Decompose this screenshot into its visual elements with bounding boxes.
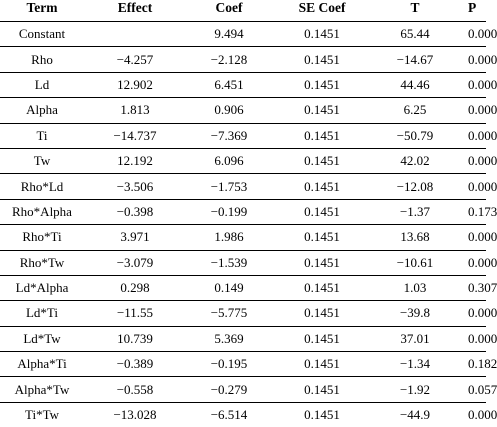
table-row xyxy=(0,148,486,173)
term-cell: Rho*Ld xyxy=(0,174,88,199)
coef-cell: −0.279 xyxy=(182,377,276,402)
se-coef-cell: 0.1451 xyxy=(276,123,368,148)
t-cell: −1.92 xyxy=(368,377,462,402)
se-coef-cell: 0.1451 xyxy=(276,98,368,123)
p-cell: 0.182 xyxy=(462,352,486,377)
term-cell: Rho*Tw xyxy=(0,250,88,275)
header-coef: Coef xyxy=(182,0,276,22)
p-cell: 0.000 xyxy=(462,326,486,351)
se-coef-cell: 0.1451 xyxy=(276,148,368,173)
table-row xyxy=(0,98,486,123)
term-cell: Constant xyxy=(0,22,88,47)
table-row xyxy=(0,301,486,326)
effect-cell: −13.028 xyxy=(88,402,182,427)
term-cell: Tw xyxy=(0,148,88,173)
effect-cell: 3.971 xyxy=(88,225,182,250)
t-cell: 65.44 xyxy=(368,22,462,47)
header-p: P xyxy=(462,0,486,22)
term-cell: Ld*Tw xyxy=(0,326,88,351)
table-row xyxy=(0,199,486,224)
header-t: T xyxy=(368,0,462,22)
effect-cell: 10.739 xyxy=(88,326,182,351)
table-row xyxy=(0,352,486,377)
se-coef-cell: 0.1451 xyxy=(276,402,368,427)
term-cell: Alpha xyxy=(0,98,88,123)
coef-cell: −5.775 xyxy=(182,301,276,326)
table-body xyxy=(0,22,486,427)
p-cell: 0.000 xyxy=(462,98,486,123)
coef-cell: −7.369 xyxy=(182,123,276,148)
effect-cell: −0.558 xyxy=(88,377,182,402)
coef-cell: 9.494 xyxy=(182,22,276,47)
header-se-coef: SE Coef xyxy=(276,0,368,22)
term-cell: Ti*Tw xyxy=(0,402,88,427)
t-cell: 13.68 xyxy=(368,225,462,250)
t-cell: −12.08 xyxy=(368,174,462,199)
t-cell: 6.25 xyxy=(368,98,462,123)
p-cell: 0.000 xyxy=(462,72,486,97)
se-coef-cell: 0.1451 xyxy=(276,377,368,402)
t-cell: 44.46 xyxy=(368,72,462,97)
se-coef-cell: 0.1451 xyxy=(276,352,368,377)
table-row xyxy=(0,174,486,199)
table-row xyxy=(0,225,486,250)
p-cell: 0.000 xyxy=(462,174,486,199)
effect-cell: −14.737 xyxy=(88,123,182,148)
table-row xyxy=(0,377,486,402)
t-cell: −1.34 xyxy=(368,352,462,377)
term-cell: Ld*Alpha xyxy=(0,275,88,300)
term-cell: Alpha*Tw xyxy=(0,377,88,402)
se-coef-cell: 0.1451 xyxy=(276,326,368,351)
p-cell: 0.000 xyxy=(462,250,486,275)
se-coef-cell: 0.1451 xyxy=(276,47,368,72)
coef-cell: 6.451 xyxy=(182,72,276,97)
effect-cell: −0.389 xyxy=(88,352,182,377)
se-coef-cell: 0.1451 xyxy=(276,72,368,97)
se-coef-cell: 0.1451 xyxy=(276,174,368,199)
coef-cell: 0.149 xyxy=(182,275,276,300)
p-cell: 0.000 xyxy=(462,402,486,427)
p-cell: 0.000 xyxy=(462,301,486,326)
effect-cell: −11.55 xyxy=(88,301,182,326)
se-coef-cell: 0.1451 xyxy=(276,225,368,250)
term-cell: Rho*Alpha xyxy=(0,199,88,224)
t-cell: −50.79 xyxy=(368,123,462,148)
se-coef-cell: 0.1451 xyxy=(276,275,368,300)
coef-cell: −0.199 xyxy=(182,199,276,224)
se-coef-cell: 0.1451 xyxy=(276,250,368,275)
se-coef-cell: 0.1451 xyxy=(276,22,368,47)
table-row xyxy=(0,402,486,427)
effect-cell: 12.192 xyxy=(88,148,182,173)
p-cell: 0.000 xyxy=(462,47,486,72)
coef-cell: 6.096 xyxy=(182,148,276,173)
term-cell: Ld xyxy=(0,72,88,97)
table-row xyxy=(0,47,486,72)
p-cell: 0.000 xyxy=(462,123,486,148)
effect-cell: 1.813 xyxy=(88,98,182,123)
t-cell: 42.02 xyxy=(368,148,462,173)
t-cell: −14.67 xyxy=(368,47,462,72)
term-cell: Alpha*Ti xyxy=(0,352,88,377)
table-row xyxy=(0,326,486,351)
se-coef-cell: 0.1451 xyxy=(276,301,368,326)
coef-cell: −1.539 xyxy=(182,250,276,275)
term-cell: Rho*Ti xyxy=(0,225,88,250)
t-cell: 1.03 xyxy=(368,275,462,300)
term-cell: Ti xyxy=(0,123,88,148)
p-cell: 0.000 xyxy=(462,22,486,47)
coef-cell: 0.906 xyxy=(182,98,276,123)
table-row xyxy=(0,22,486,47)
table-row xyxy=(0,123,486,148)
t-cell: −10.61 xyxy=(368,250,462,275)
coef-cell: −1.753 xyxy=(182,174,276,199)
table-row xyxy=(0,275,486,300)
table-row xyxy=(0,72,486,97)
effect-cell: −0.398 xyxy=(88,199,182,224)
p-cell: 0.000 xyxy=(462,225,486,250)
header-effect: Effect xyxy=(88,0,182,22)
t-cell: −44.9 xyxy=(368,402,462,427)
effect-cell: 0.298 xyxy=(88,275,182,300)
coef-cell: 1.986 xyxy=(182,225,276,250)
table-row xyxy=(0,250,486,275)
effect-cell: 12.902 xyxy=(88,72,182,97)
coef-cell: −0.195 xyxy=(182,352,276,377)
table-header xyxy=(0,0,486,22)
se-coef-cell: 0.1451 xyxy=(276,199,368,224)
p-cell: 0.307 xyxy=(462,275,486,300)
t-cell: −1.37 xyxy=(368,199,462,224)
p-cell: 0.000 xyxy=(462,148,486,173)
term-cell: Ld*Ti xyxy=(0,301,88,326)
p-cell: 0.057 xyxy=(462,377,486,402)
header-row xyxy=(0,0,486,22)
effect-cell: −3.506 xyxy=(88,174,182,199)
header-term: Term xyxy=(0,0,88,22)
t-cell: 37.01 xyxy=(368,326,462,351)
coef-cell: 5.369 xyxy=(182,326,276,351)
effect-cell xyxy=(88,22,182,47)
effect-cell: −3.079 xyxy=(88,250,182,275)
term-cell: Rho xyxy=(0,47,88,72)
t-cell: −39.8 xyxy=(368,301,462,326)
coef-cell: −6.514 xyxy=(182,402,276,427)
p-cell: 0.173 xyxy=(462,199,486,224)
effect-cell: −4.257 xyxy=(88,47,182,72)
coef-cell: −2.128 xyxy=(182,47,276,72)
